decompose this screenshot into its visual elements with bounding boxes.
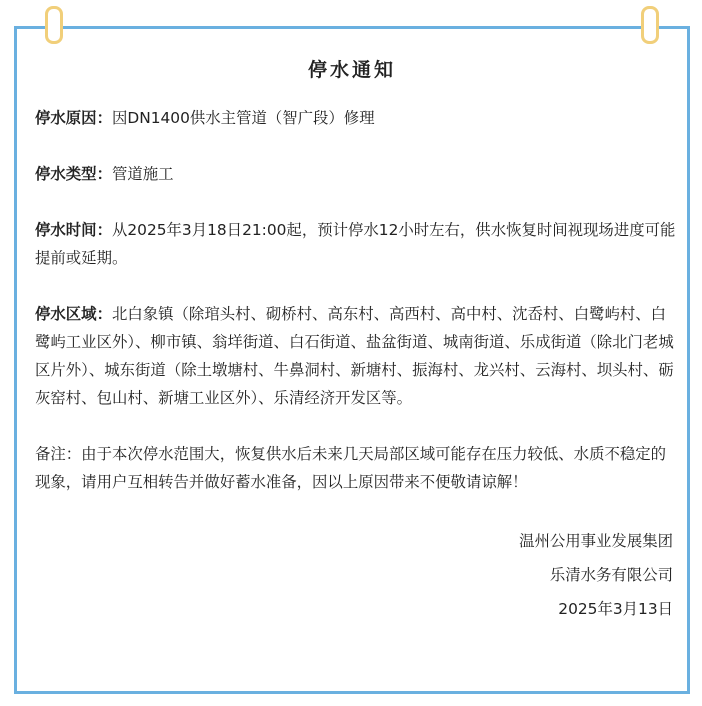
type-text: 管道施工 — [111, 165, 174, 183]
remark-paragraph: 备注：由于本次停水范围大，恢复供水后未来几天局部区域可能存在压力较低、水质不稳定的现象，请用户互相转告并做好蓄水准备，因以上原因带来不便敬请谅解！ — [35, 445, 667, 491]
binder-ring-left-icon — [45, 6, 63, 44]
time-text: 从2025年3月18日21:00起，预计停水12小时左右，供水恢复时间视现场进度可能提前或延期。 — [35, 221, 676, 267]
type-label: 停水类型： — [35, 165, 112, 183]
binder-ring-right-icon — [641, 6, 659, 44]
reason-text: 因DN1400供水主管道（智广段）修理 — [111, 109, 375, 127]
area-label: 停水区域： — [35, 305, 112, 323]
type-paragraph — [35, 160, 677, 188]
time-label: 停水时间： — [35, 221, 112, 239]
notice-card — [14, 26, 690, 694]
area-text: 北白象镇（除琯头村、砌桥村、高东村、高西村、高中村、沈岙村、白鹭屿村、白鹭屿工业区外）、柳市镇、翁垟街道、白石街道、盐盆街道、城南街道、乐成街道（除北门老城区片外）、城东街道（除土墩塘村、牛鼻洞村、新塘村、振海村、龙兴村、云海村、坝头村、砺灰窑村、包山村、新塘工业区外）、乐清经济开发区等。 — [35, 305, 674, 407]
reason-paragraph — [35, 104, 677, 132]
notice-title: 停水通知 — [307, 59, 396, 81]
time-paragraph — [35, 216, 677, 272]
signature-org1: 温州公用事业发展集团 — [519, 532, 673, 550]
notice-content — [35, 104, 677, 626]
reason-label: 停水原因： — [35, 109, 112, 127]
area-paragraph — [35, 300, 677, 412]
signature-org2: 乐清水务有限公司 — [549, 566, 673, 584]
signature-date: 2025年3月13日 — [558, 600, 673, 618]
